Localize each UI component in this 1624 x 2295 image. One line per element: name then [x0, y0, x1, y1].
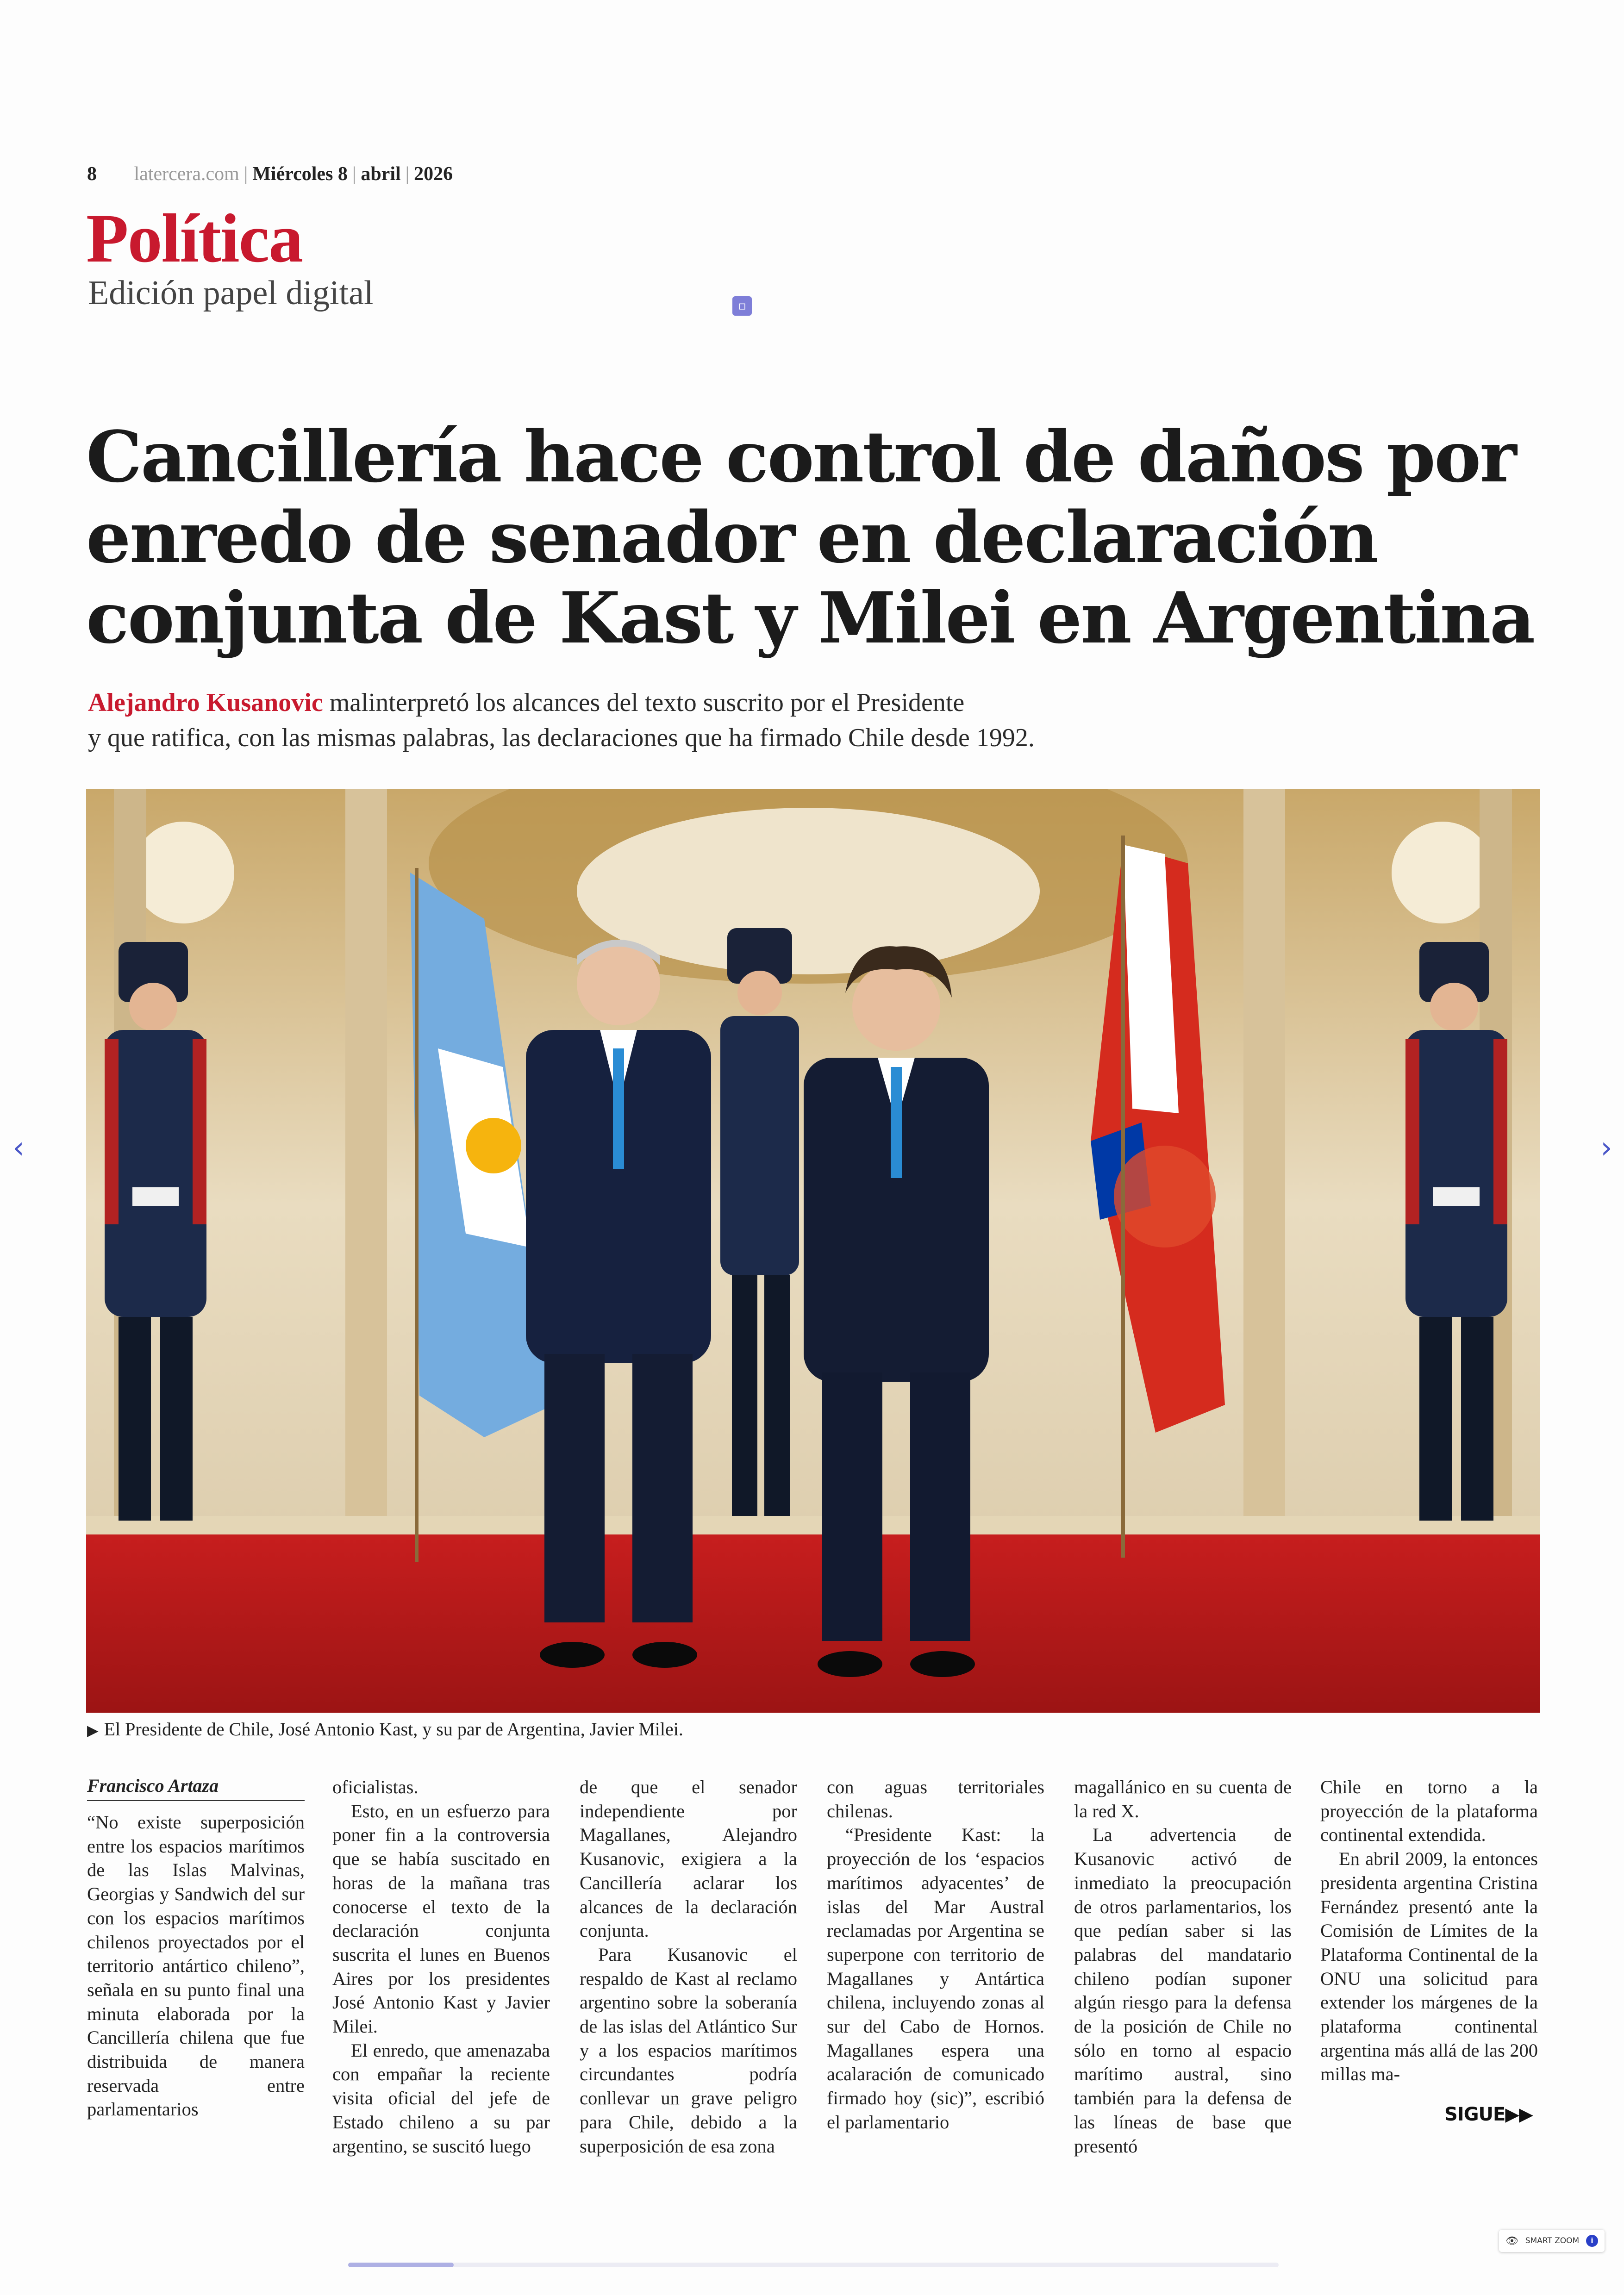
article-column-5 — [1074, 1775, 1292, 2158]
paragraph: En abril 2009, la entonces presidenta argentina Cristina Fernández presentó ante la Comisión de Límites de la Plataforma Continental de la ONU una solicitud para extender los márgenes de la plataforma continental argentina más allá de las 200 millas ma- — [1320, 1848, 1538, 2085]
author-byline: Francisco Artaza — [87, 1775, 305, 1801]
deck-highlight-name: Alejandro Kusanovic — [88, 688, 323, 717]
section-title: Política — [86, 200, 303, 277]
article-deck — [88, 685, 1523, 755]
paragraph: Chile en torno a la proyección de la plataforma continental extendida. — [1320, 1777, 1538, 1846]
article-headline — [86, 417, 1544, 658]
article-column-6 — [1320, 1775, 1538, 2086]
paragraph: El enredo, que amenazaba con empañar la reciente visita oficial del jefe de Estado chileno a su par argentino, se suscitó luego — [332, 2039, 550, 2157]
deck-text: y que ratifica, con las mismas palabras, las declaraciones que ha firmado Chile desde 1992. — [88, 723, 1035, 752]
headline-line: Cancillería hace control de daños por — [86, 415, 1516, 498]
next-page-arrow-icon[interactable]: › — [1600, 1131, 1612, 1165]
date-weekday: Miércoles 8 — [252, 163, 348, 185]
date-year: 2026 — [414, 163, 453, 185]
headline-line: conjunta de Kast y Milei en Argentina — [86, 576, 1534, 659]
page-number: 8 — [87, 163, 97, 185]
article-column-1 — [87, 1775, 305, 2121]
paragraph: con aguas territoriales chilenas. — [827, 1777, 1044, 1821]
paragraph: Esto, en un esfuerzo para poner fin a la controversia que se había suscitado en horas de la mañana tras conocerse el texto de la declaración conjunta suscrita el lunes en Buenos Aires por los presidentes José Antonio Kast y Javier Milei. — [332, 1800, 550, 2037]
headline-line: enredo de senador en declaración — [86, 496, 1378, 579]
date-month: abril — [361, 163, 401, 185]
paragraph: magallánico en su cuenta de la red X. — [1074, 1777, 1292, 1821]
edition-label: Edición papel digital — [88, 274, 374, 312]
page-scrollbar-thumb[interactable] — [348, 2263, 454, 2267]
caption-text: El Presidente de Chile, José Antonio Kast, y su par de Argentina, Javier Milei. — [104, 1719, 683, 1740]
article-column-2 — [332, 1775, 550, 2158]
page-marker-icon[interactable]: ▫ — [732, 296, 752, 316]
article-column-3 — [580, 1775, 797, 2158]
site-name: latercera.com — [134, 163, 239, 185]
info-badge-icon: i — [1586, 2235, 1598, 2247]
smart-zoom-label: SMART ZOOM — [1525, 2236, 1580, 2245]
photo-illustration — [86, 789, 1540, 1713]
article-photo — [86, 789, 1540, 1713]
deck-text: malinterpretó los alcances del texto suscrito por el Presidente — [323, 688, 965, 717]
paragraph: oficialistas. — [332, 1777, 418, 1797]
continue-arrows-icon: ▶▶ — [1505, 2104, 1533, 2125]
article-column-4 — [827, 1775, 1044, 2134]
page-header-line: 8 latercera.com | Miércoles 8 | abril | 2026 — [87, 163, 453, 185]
caption-triangle-icon: ▶ — [87, 1722, 99, 1739]
previous-page-arrow-icon[interactable]: ‹ — [12, 1131, 25, 1165]
page-scrollbar-track[interactable] — [348, 2263, 1279, 2267]
paragraph: Para Kusanovic el respaldo de Kast al reclamo argentino sobre la soberanía de las islas del Atlántico Sur y a los espacios marítimos circundantes podría conllevar un grave peligro para Chile, debido a la superposición de esa zona — [580, 1944, 797, 2157]
paragraph: La advertencia de Kusanovic activó de inmediato la preocupación de otros parlamentarios, los que pedían saber si las palabras del mandatario chileno podían suponer algún riesgo para la defensa de la posición de Chile no sólo en torno al espacio marítimo austral, sino también para la defensa de las líneas de base que presentó — [1074, 1824, 1292, 2157]
photo-caption — [87, 1718, 683, 1740]
smart-zoom-button[interactable] — [1499, 2230, 1605, 2252]
paragraph: “Presidente Kast: la proyección de los ‘espacios marítimos adyacentes’ de islas del Mar Austral reclamadas por Argentina se superpone con territorio de Magallanes y Antártica chilena, incluyendo zonas al sur del Cabo de Hornos. Magallanes espera una acalaración de comunicado firmado hoy (sic)”, escribió el parlamentario — [827, 1824, 1044, 2133]
continue-marker — [1444, 2104, 1533, 2125]
paragraph: “No existe superposición entre los espacios marítimos de las Islas Malvinas, Georgias y Sandwich del sur con los espacios marítimos chilenos proyectados por el territorio antártico chileno”, señala en su punto final una minuta elaborada por la Cancillería chilena que fue distribuida de manera reservada entre parlamentarios — [87, 1812, 305, 2120]
eye-icon: 👁 — [1505, 2235, 1518, 2247]
continue-label: SIGUE — [1444, 2104, 1505, 2125]
paragraph: de que el senador independiente por Magallanes, Alejandro Kusanovic, exigiera a la Cancillería aclarar los alcances de la declaración conjunta. — [580, 1777, 797, 1941]
